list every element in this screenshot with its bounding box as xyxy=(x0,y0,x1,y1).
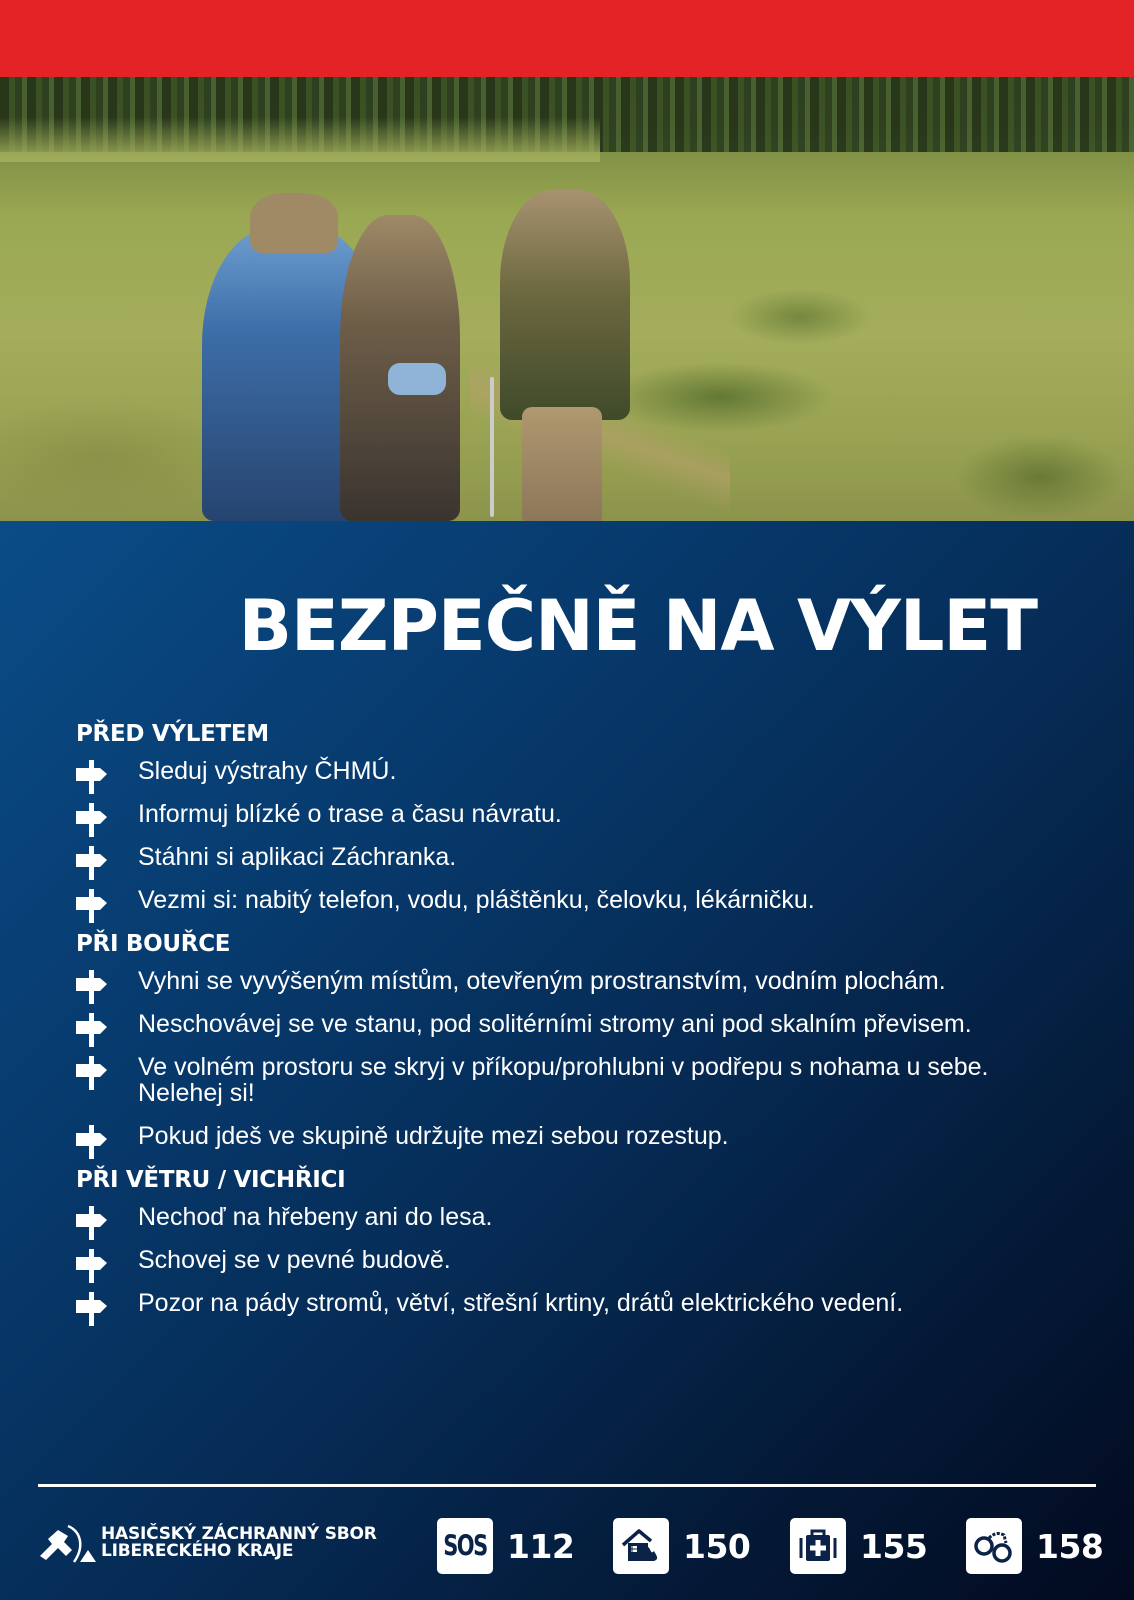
hiker-figure xyxy=(522,407,602,521)
signpost-icon xyxy=(76,1125,108,1159)
item-text: Informuj blízké o trase a času návratu. xyxy=(138,800,562,828)
phone-number: 158 xyxy=(1036,1526,1104,1566)
sos-icon: SOS xyxy=(437,1518,493,1574)
org-line-2: LIBERECKÉHO KRAJE xyxy=(101,1541,294,1561)
signpost-icon xyxy=(76,889,108,923)
list-item xyxy=(76,1290,1076,1316)
safety-tips xyxy=(76,720,1076,1333)
hikers-photo xyxy=(0,77,1134,521)
red-header-bar xyxy=(0,0,1134,77)
emergency-number-155 xyxy=(790,1517,927,1575)
item-text: Sleduj výstrahy ČHMÚ. xyxy=(138,757,397,785)
list-item xyxy=(76,1054,1038,1106)
emergency-number-112 xyxy=(437,1517,574,1575)
section-heading: PŘED VÝLETEM xyxy=(76,721,269,747)
item-text: Vezmi si: nabitý telefon, vodu, pláštěnku, čelovku, lékárničku. xyxy=(138,886,815,914)
signpost-icon xyxy=(76,1056,108,1090)
section-during-storm xyxy=(76,930,1076,1149)
signpost-icon xyxy=(76,1013,108,1047)
organization-name xyxy=(101,1526,377,1560)
item-text: Nechoď na hřebeny ani do lesa. xyxy=(138,1203,493,1231)
emergency-number-150 xyxy=(613,1517,750,1575)
phone-number: 112 xyxy=(507,1526,575,1566)
handcuffs-icon xyxy=(966,1518,1022,1574)
list-item xyxy=(76,1123,1076,1149)
fire-rescue-logo-icon xyxy=(38,1522,98,1564)
section-before-trip xyxy=(76,720,1076,913)
hiker-figure xyxy=(388,363,446,395)
item-text: Stáhni si aplikaci Záchranka. xyxy=(138,843,457,871)
first-aid-kit-glyph xyxy=(797,1525,839,1567)
signpost-icon xyxy=(76,760,108,794)
signpost-icon xyxy=(76,1206,108,1240)
signpost-icon xyxy=(76,1249,108,1283)
footer-divider xyxy=(38,1484,1096,1487)
list-item xyxy=(76,887,1076,913)
org-line-1: HASIČSKÝ ZÁCHRANNÝ SBOR xyxy=(101,1524,377,1544)
signpost-icon xyxy=(76,846,108,880)
signpost-icon xyxy=(76,970,108,1004)
list-item xyxy=(76,968,1076,994)
signpost-icon xyxy=(76,1292,108,1326)
list-item xyxy=(76,1011,1008,1037)
hiker-figure xyxy=(250,193,338,253)
item-text: Neschovávej se ve stanu, pod solitérními stromy ani pod skalním převisem. xyxy=(138,1010,972,1038)
item-text: Ve volném prostoru se skryj v příkopu/prohlubni v podřepu s nohama u sebe. Nelehej si! xyxy=(138,1053,989,1107)
burning-house-icon xyxy=(613,1518,669,1574)
list-item xyxy=(76,801,1076,827)
section-heading: PŘI BOUŘCE xyxy=(76,931,231,957)
handcuffs-glyph xyxy=(972,1525,1016,1567)
item-text: Schovej se v pevné budově. xyxy=(138,1246,451,1274)
list-item xyxy=(76,758,1076,784)
burning-house-glyph xyxy=(620,1525,662,1567)
first-aid-kit-icon xyxy=(790,1518,846,1574)
hiker-figure xyxy=(490,377,494,517)
item-text: Pokud jdeš ve skupině udržujte mezi sebou rozestup. xyxy=(138,1122,729,1150)
list-item xyxy=(76,1247,1076,1273)
emergency-number-158 xyxy=(966,1517,1103,1575)
phone-number: 155 xyxy=(860,1526,928,1566)
hiker-figure xyxy=(500,190,630,420)
list-item xyxy=(76,1204,1076,1230)
section-heading: PŘI VĚTRU / VICHŘICI xyxy=(76,1167,346,1193)
phone-number: 150 xyxy=(683,1526,751,1566)
item-text: Vyhni se vyvýšeným místům, otevřeným prostranstvím, vodním plochám. xyxy=(138,967,946,995)
page-title: BEZPEČNĚ NA VÝLET xyxy=(238,585,1037,667)
list-item xyxy=(76,844,1076,870)
item-text: Pozor na pády stromů, větví, střešní krtiny, drátů elektrického vedení. xyxy=(138,1289,904,1317)
signpost-icon xyxy=(76,803,108,837)
section-during-wind xyxy=(76,1166,1076,1316)
